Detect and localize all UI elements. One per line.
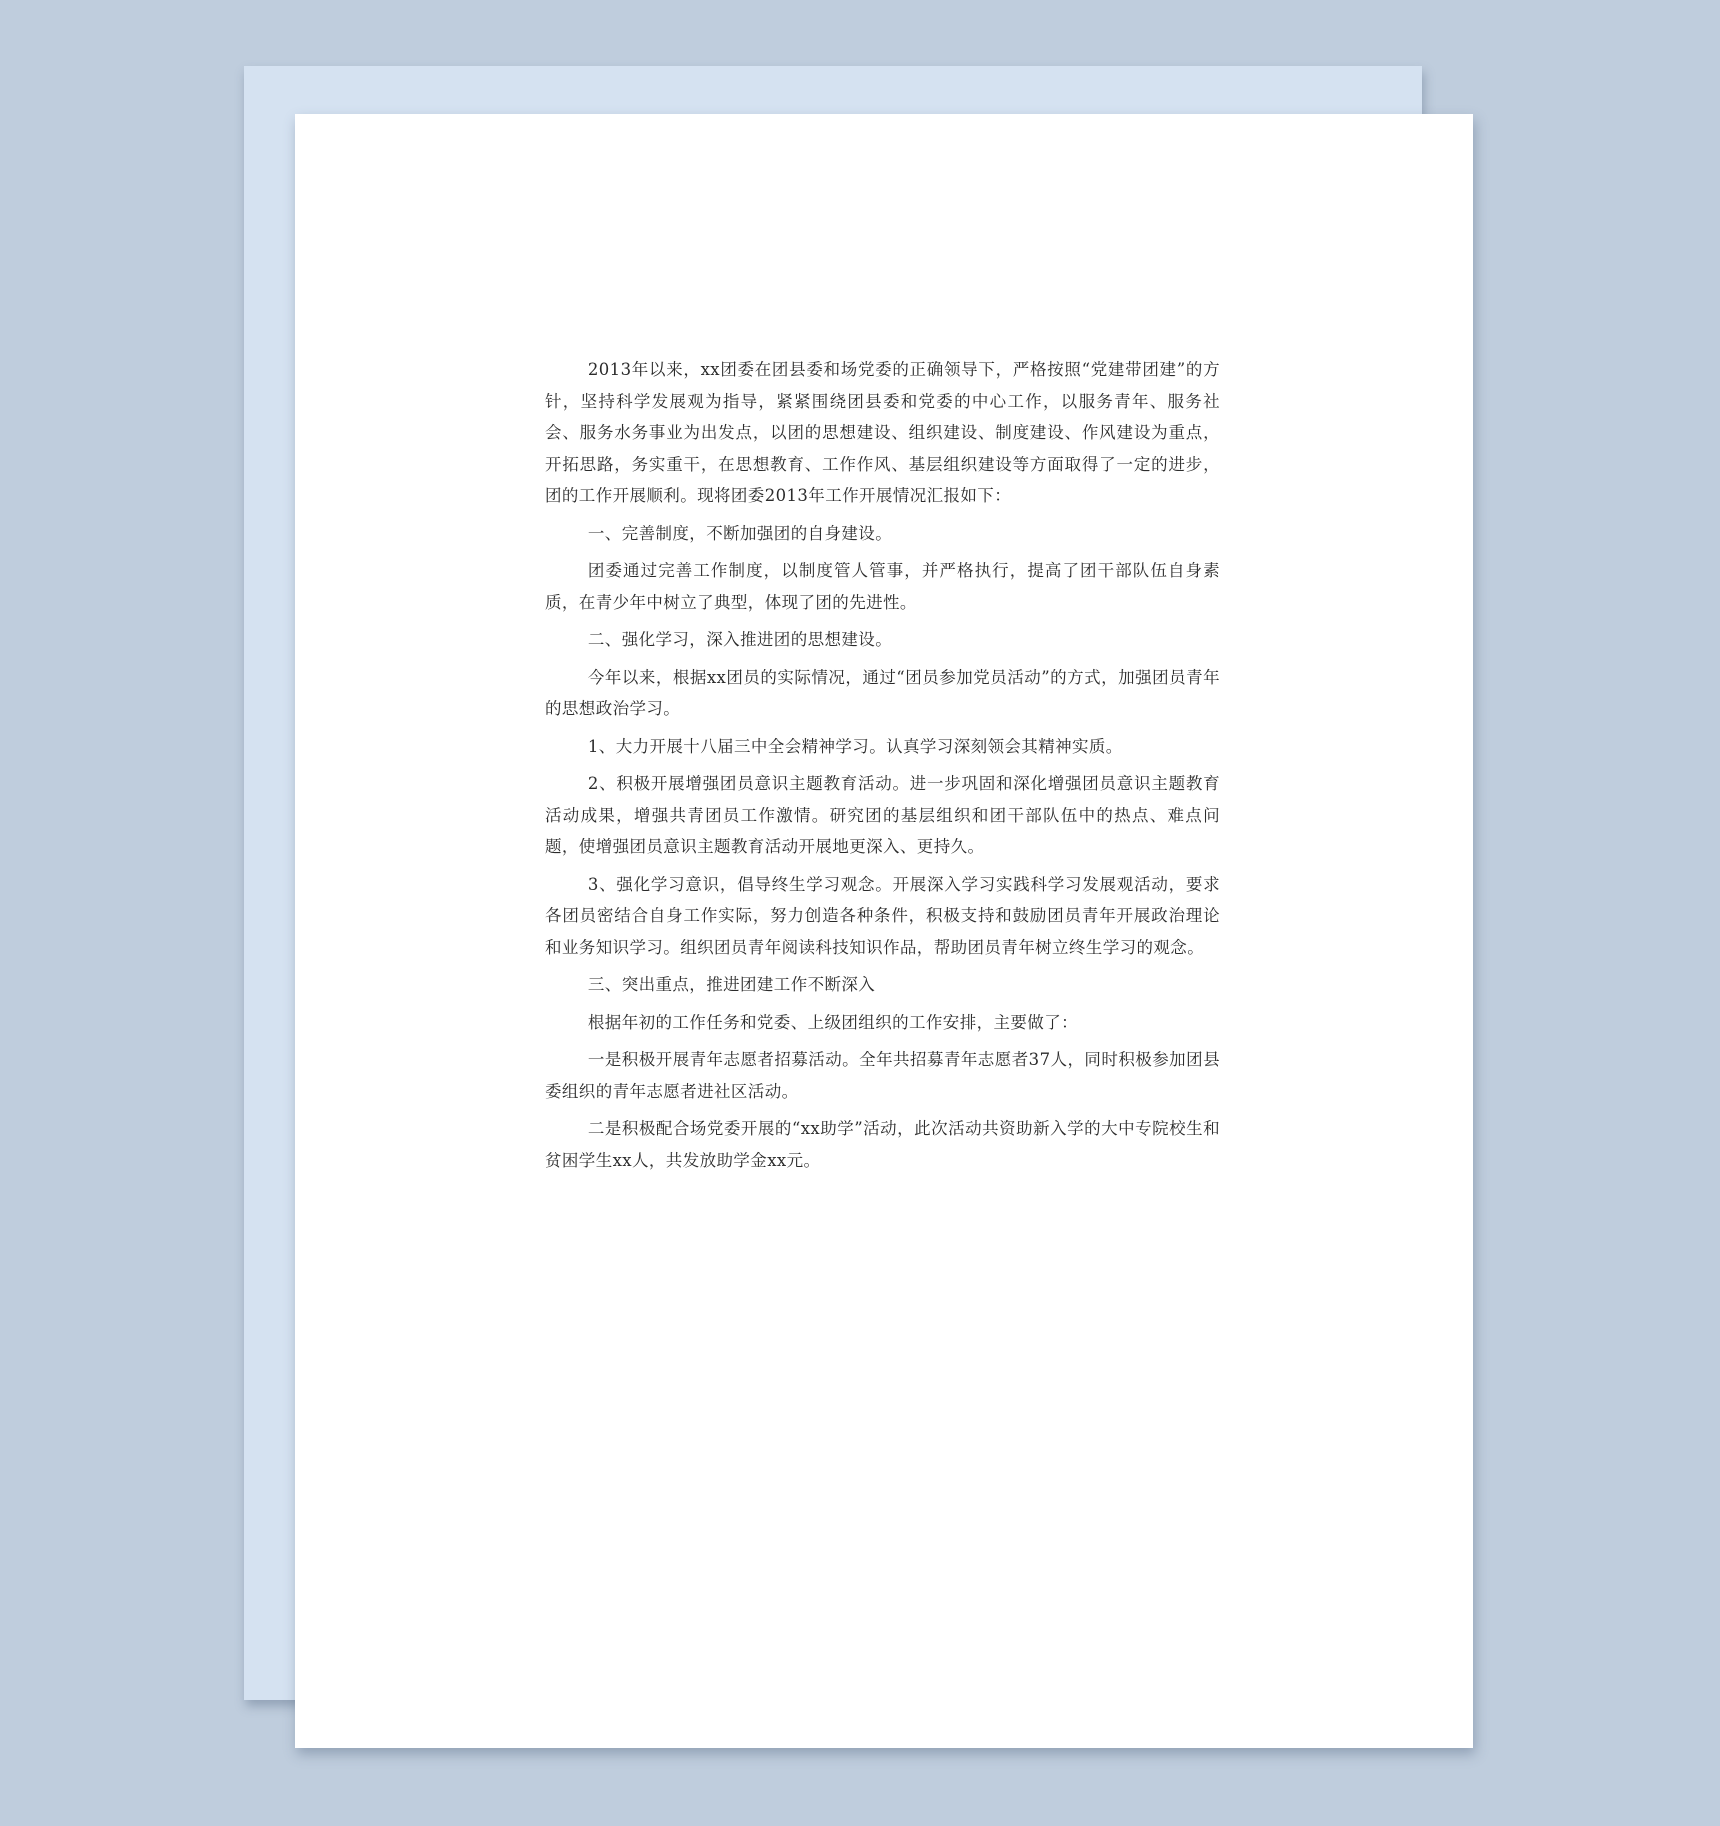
section-2-item-3: 3、强化学习意识，倡导终生学习观念。开展深入学习实践科学习发展观活动，要求各团员密结合自身工作实际，努力创造各种条件，积极支持和鼓励团员青年开展政治理论和业务知识学习。组织团员青年阅读科技知识作品，帮助团员青年树立终生学习的观念。 — [545, 874, 1220, 957]
document-body — [545, 354, 1220, 1182]
intro-paragraph: 2013年以来，xx团委在团县委和场党委的正确领导下，严格按照“党建带团建”的方针，坚持科学发展观为指导，紧紧围绕团县委和党委的中心工作，以服务青年、服务社会、服务水务事业为出发点，以团的思想建设、组织建设、制度建设、作风建设为重点，开拓思路，务实重干，在思想教育、工作作风、基层组织建设等方面取得了一定的进步，团的工作开展顺利。现将团委2013年工作开展情况汇报如下： — [545, 360, 1220, 505]
section-2-item-2: 2、积极开展增强团员意识主题教育活动。进一步巩固和深化增强团员意识主题教育活动成果，增强共青团员工作激情。研究团的基层组织和团干部队伍中的热点、难点问题，使增强团员意识主题教育活动开展地更深入、更持久。 — [545, 774, 1220, 856]
section-3-paragraph: 根据年初的工作任务和党委、上级团组织的工作安排，主要做了： — [587, 1012, 1078, 1032]
section-heading-3: 三、突出重点，推进团建工作不断深入 — [587, 975, 876, 994]
section-heading-2: 二、强化学习，深入推进团的思想建设。 — [587, 630, 893, 649]
document-page — [295, 114, 1473, 1748]
section-1-paragraph: 团委通过完善工作制度，以制度管人管事，并严格执行，提高了团干部队伍自身素质，在青少年中树立了典型，体现了团的先进性。 — [545, 561, 1220, 612]
section-3-item-1: 一是积极开展青年志愿者招募活动。全年共招募青年志愿者37人，同时积极参加团县委组织的青年志愿者进社区活动。 — [545, 1050, 1220, 1101]
section-heading-1: 一、完善制度，不断加强团的自身建设。 — [587, 523, 893, 543]
section-2-item-1: 1、大力开展十八届三中全会精神学习。认真学习深刻领会其精神实质。 — [587, 736, 1123, 756]
section-2-paragraph: 今年以来，根据xx团员的实际情况，通过“团员参加党员活动”的方式，加强团员青年的思想政治学习。 — [545, 667, 1220, 718]
section-3-item-2: 二是积极配合场党委开展的“xx助学”活动，此次活动共资助新入学的大中专院校生和贫困学生xx人，共发放助学金xx元。 — [545, 1119, 1220, 1170]
